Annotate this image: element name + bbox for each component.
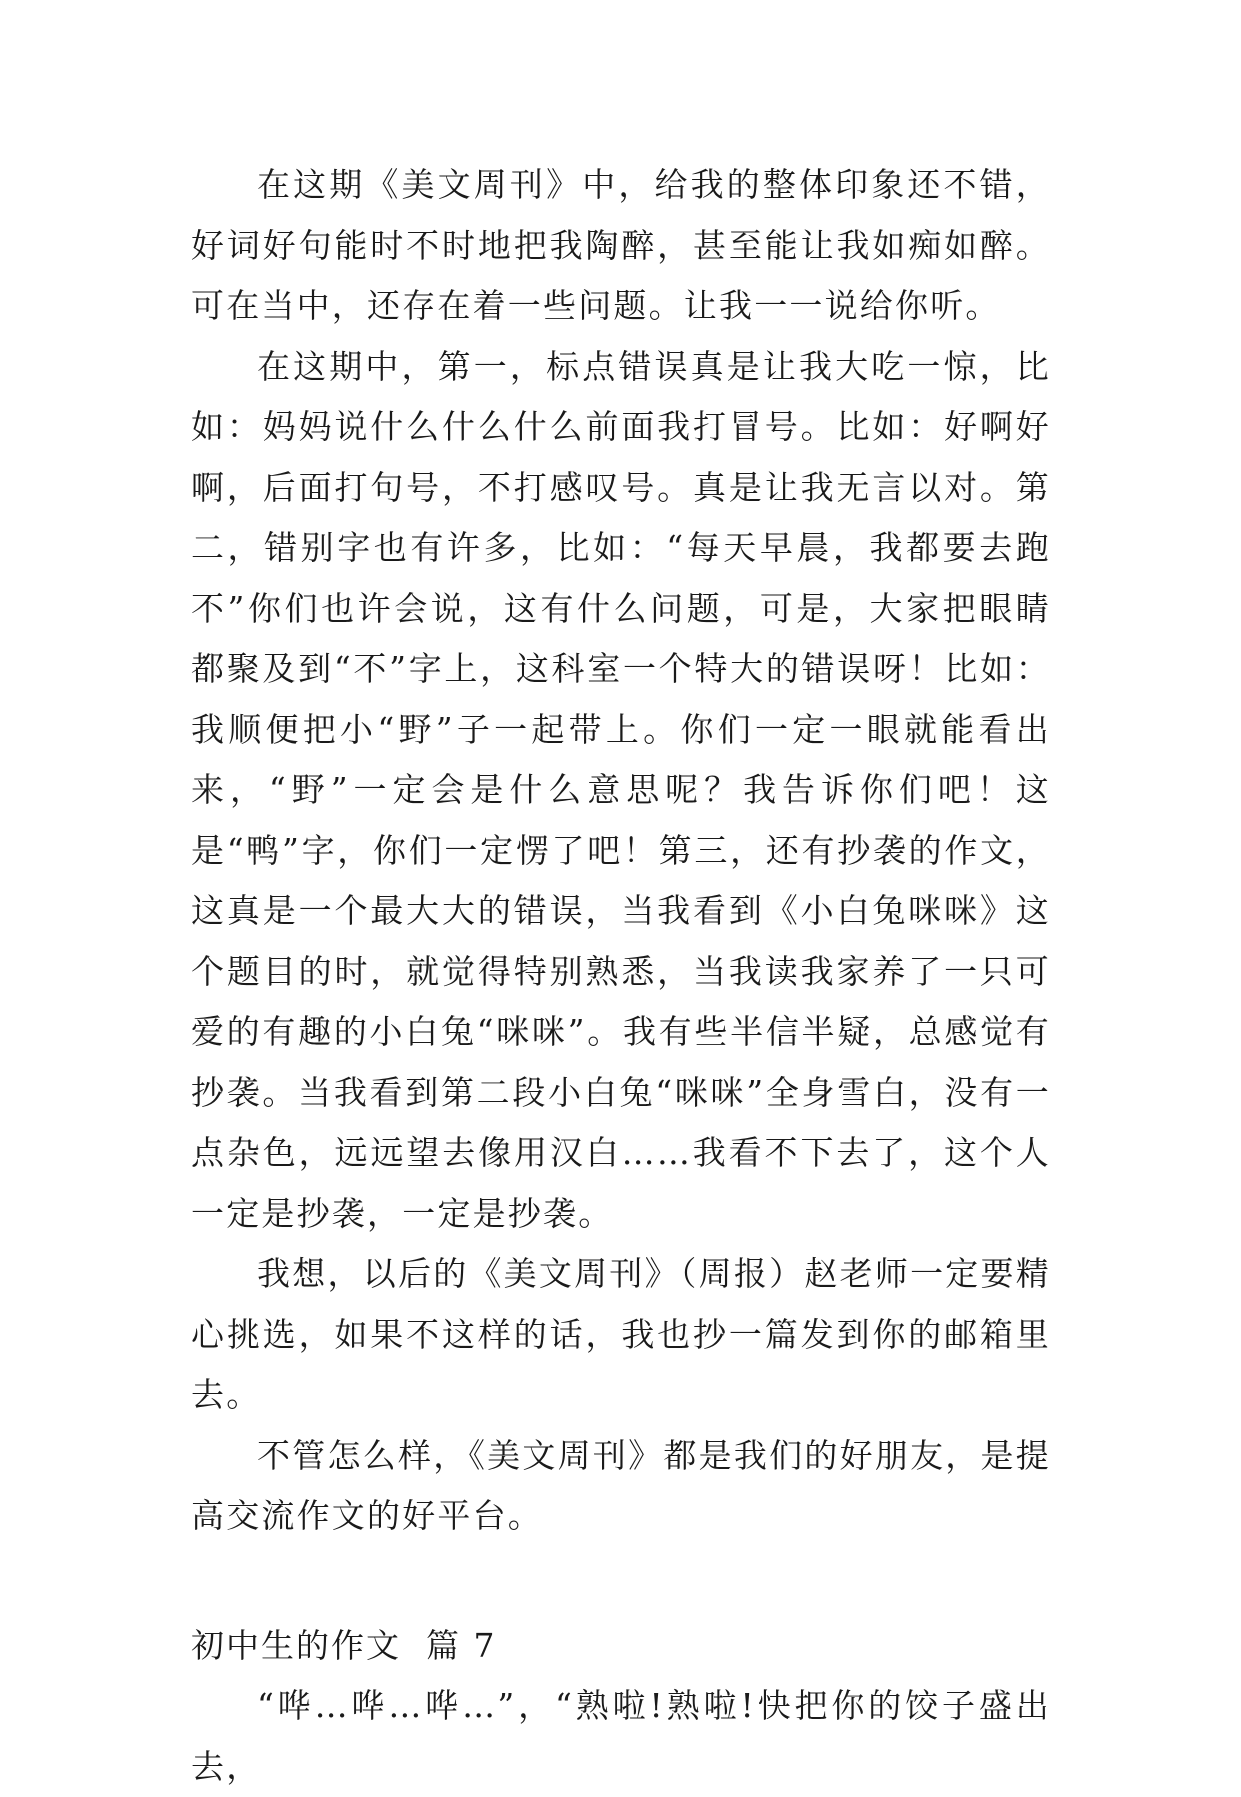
paragraph-4: 不管怎么样，《美文周刊》都是我们的好朋友，是提高交流作文的好平台。 [191,1435,1051,1535]
paragraph-3: 我想，以后的《美文周刊》（周报）赵老师一定要精心挑选，如果不这样的话，我也抄一篇发到你的邮箱里去。 [191,1254,1051,1414]
section-heading-text: 初中生的作文 篇 7 [191,1625,497,1665]
section-heading [191,1616,1051,1677]
paragraph-2: 在这期中，第一，标点错误真是让我大吃一惊，比如：妈妈说什么什么什么前面我打冒号。比如：好啊好啊，后面打句号，不打感叹号。真是让我无言以对。第二，错别字也有许多，比如：“每天早晨，我都要去跑不”你们也许会说，这有什么问题，可是，大家把眼睛都聚及到“不”字上，这科室一个特大的错误呀！比如：我顺便把小“野”子一起带上。你们一定一眼就能看出来，“野”一定会是什么意思呢？我告诉你们吧！这是“鸭”字，你们一定愣了吧！第三，还有抄袭的作文，这真是一个最大大的错误，当我看到《小白兔咪咪》这个题目的时，就觉得特别熟悉，当我读我家养了一只可爱的有趣的小白兔“咪咪”。我有些半信半疑，总感觉有抄袭。当我看到第二段小白兔“咪咪”全身雪白，没有一点杂色，远远望去像用汉白……我看不下去了，这个人一定是抄袭，一定是抄袭。 [191,346,1051,1233]
paragraph-1: 在这期《美文周刊》中，给我的整体印象还不错，好词好句能时不时地把我陶醉，甚至能让我如痴如醉。可在当中，还存在着一些问题。让我一一说给你听。 [191,165,1051,325]
document-body [191,155,1051,1797]
paragraph-5: “哗…哗…哗…”，“熟啦!熟啦!快把你的饺子盛出去， [191,1686,1051,1786]
